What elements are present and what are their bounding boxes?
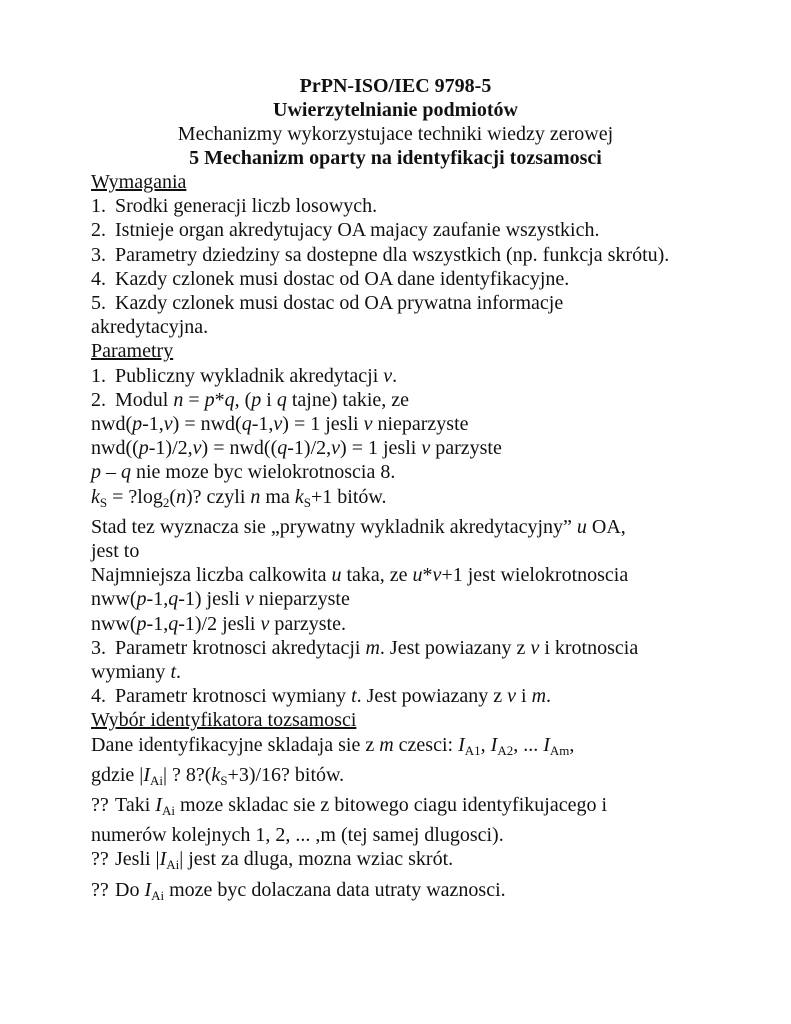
lcm-even-line: nww(p-1,q-1)/2 jesli v parzyste. bbox=[91, 612, 346, 635]
document-title: Uwierzytelnianie podmiotów bbox=[273, 99, 518, 121]
note-item-continuation: numerów kolejnych 1, 2, ... ,m (tej samej dlugosci). bbox=[91, 824, 504, 847]
requirement-item-continuation: akredytacyjna. bbox=[91, 316, 209, 339]
private-exponent-line: jest to bbox=[91, 540, 140, 563]
parameter-item: 3. Parametr krotnosci akredytacji m. Jest powiazany z v i krotnoscia bbox=[91, 636, 639, 659]
private-exponent-definition: Najmniejsza liczba calkowita u taka, ze u*v+1 jest wielokrotnoscia bbox=[91, 564, 629, 587]
parameters-heading: Parametry bbox=[91, 340, 174, 363]
document-header bbox=[0, 74, 791, 170]
parameter-item: 4. Parametr krotnosci wymiany t. Jest powiazany z v i m. bbox=[91, 685, 552, 708]
identifier-heading: Wybór identyfikatora tozsamosci bbox=[91, 709, 357, 732]
bitlength-line: $k_S$ = $?\log_2(n)$? czyli n ma $k_S+1$ bitów. bbox=[91, 485, 387, 510]
requirements-heading: Wymagania bbox=[91, 171, 187, 193]
private-exponent-line: Stad tez wyznacza sie „prywatny wykladnik akredytacyjny” u OA, bbox=[91, 515, 626, 538]
lcm-odd-line: nww(p-1,q-1) jesli v nieparzyste bbox=[91, 588, 350, 611]
note-item: ?? Taki $I_{Ai}$ moze skladac sie z bitowego ciagu identyfikujacego i bbox=[91, 794, 608, 819]
modulus-line: Modul n = p*q, (p i q tajne) takie, ze bbox=[115, 388, 410, 411]
requirement-item: 4. Kazdy czlonek musi dostac od OA dane identyfikacyjne. bbox=[91, 267, 570, 290]
requirement-item: 1. Srodki generacji liczb losowych. bbox=[91, 195, 378, 218]
requirement-item: 5. Kazdy czlonek musi dostac od OA prywatna informacje bbox=[91, 292, 564, 315]
gcd-even-line: nwd((p-1)/2,v) = nwd((q-1)/2,v) = 1 jesli v parzyste bbox=[91, 437, 502, 460]
standard-code: PrPN-ISO/IEC 9798-5 bbox=[299, 75, 492, 97]
note-item: ?? Do $I_{Ai}$ moze byc dolaczana data utraty waznosci. bbox=[91, 878, 506, 903]
requirement-item: 3. Parametry dziedziny sa dostepne dla wszystkich (np. funkcja skrótu). bbox=[91, 243, 670, 266]
document-body bbox=[91, 170, 771, 908]
difference-line: p – q nie moze byc wielokrotnoscia 8. bbox=[91, 461, 396, 484]
parameter-item-continuation: wymiany t. bbox=[91, 661, 181, 684]
gcd-odd-line: nwd(p-1,v) = nwd(q-1,v) = 1 jesli v nieparzyste bbox=[91, 413, 469, 436]
identifier-size-line: gdzie $|I_{Ai}|$ ? $8?(k_S+3)/16$? bitów. bbox=[91, 763, 345, 788]
section-title: 5 Mechanizm oparty na identyfikacji tozsamosci bbox=[189, 147, 602, 169]
requirement-item: 2. Istnieje organ akredytujacy OA majacy zaufanie wszystkich. bbox=[91, 219, 600, 242]
parameter-item: 2. Modul n = p*q, (p i q tajne) takie, ze bbox=[91, 388, 410, 411]
document-subtitle: Mechanizmy wykorzystujace techniki wiedzy zerowej bbox=[177, 123, 614, 145]
note-item: ?? Jesli $|I_{Ai}|$ jest za dluga, mozna wziac skrót. bbox=[91, 848, 454, 873]
identifier-parts-line: Dane identyfikacyjne skladaja sie z m czesci: $I_{A1}$, $I_{A2}$, ... $I_{Am}$, bbox=[91, 733, 575, 758]
parameter-item: 1. Publiczny wykladnik akredytacji v. bbox=[91, 364, 398, 387]
